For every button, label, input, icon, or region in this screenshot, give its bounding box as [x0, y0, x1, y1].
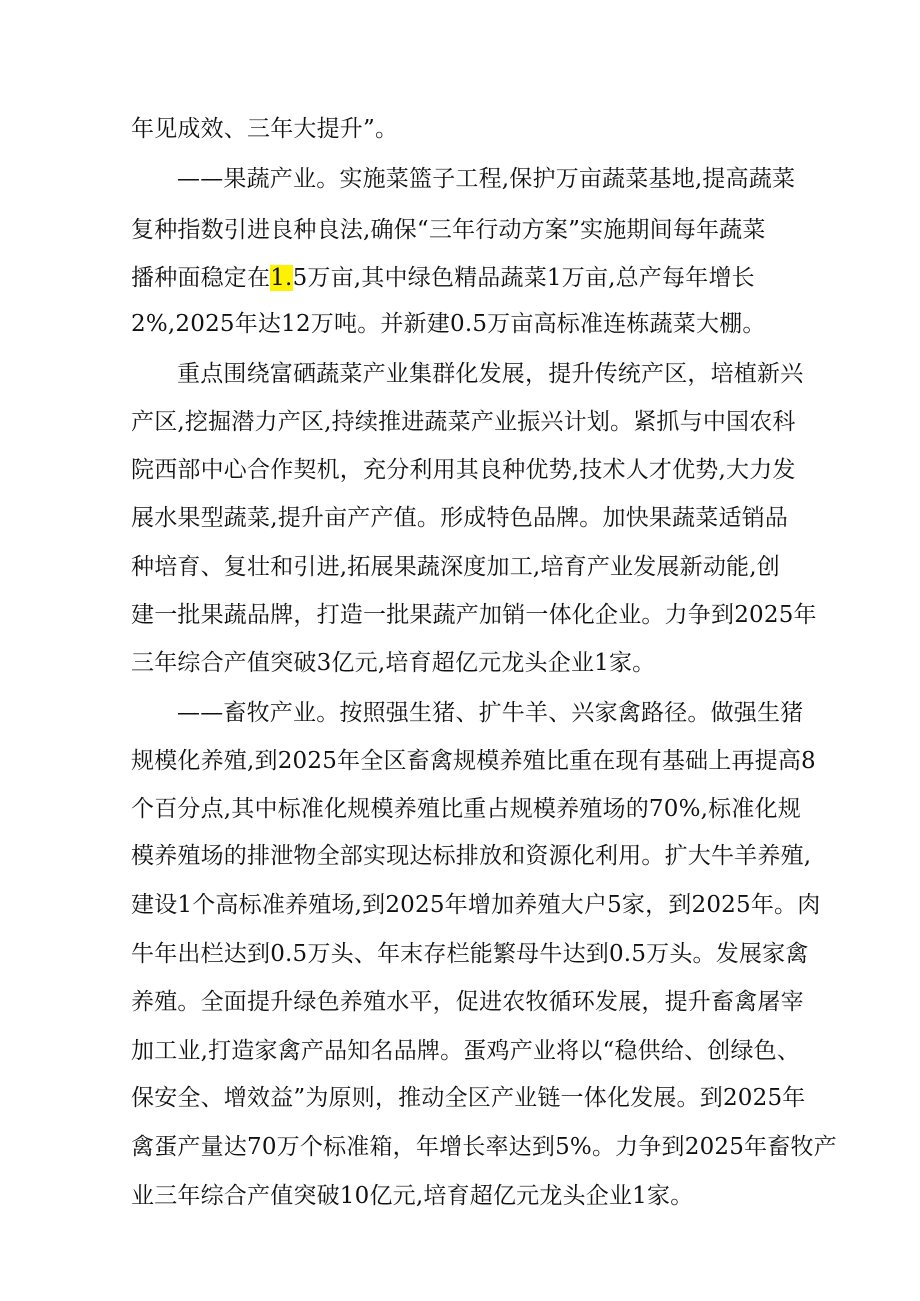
highlighted-text: 1.: [270, 265, 293, 291]
text-line-21: 保安全、增效益”为原则，推动全区产业链一体化发展。到2025年: [131, 1085, 806, 1111]
text-line-19: 养殖。全面提升绿色养殖水平，促进农牧循环发展，提升畜禽屠宰: [131, 989, 804, 1015]
text-line-11: 建一批果蔬品牌，打造一批果蔬产加销一体化企业。力争到2025年: [131, 602, 817, 628]
text-line-8: 院西部中心合作契机，充分利用其良种优势,技术人才优势,大力发: [131, 457, 796, 483]
text-line-10: 种培育、复壮和引进,拓展果蔬深度加工,培育产业发展新动能,创: [131, 554, 780, 580]
text-line-13: ——畜牧产业。按照强生猪、扩牛羊、兴家禽路径。做强生猪: [177, 700, 804, 726]
text-line-4: [131, 258, 920, 298]
text-line-7: 产区,挖掘潜力产区,持续推进蔬菜产业振兴计划。紧抓与中国农科: [131, 409, 796, 435]
text-line-12: 三年综合产值突破3亿元,培育超亿元龙头企业1家。: [131, 650, 656, 676]
text-line-17: 建设1个高标准养殖场,到2025年增加养殖大户5家，到2025年。肉: [131, 892, 821, 918]
text-line-20: 加工业,打造家禽产品知名品牌。蛋鸡产业将以“稳供给、创绿色、: [131, 1038, 801, 1064]
text-line-23: 业三年综合产值突破10亿元,培育超亿元龙头企业1家。: [131, 1183, 694, 1209]
text-line-1: 年见成效、三年大提升”。: [131, 116, 399, 142]
text-line-15: 个百分点,其中标准化规模养殖比重占规模养殖场的70%,标准化规: [131, 796, 801, 822]
text-line-2: ——果蔬产业。实施菜篮子工程,保护万亩蔬菜基地,提高蔬菜: [177, 166, 796, 192]
text-line-18: 牛年出栏达到0.5万头、年末存栏能繁母牛达到0.5万头。发展家禽: [131, 941, 809, 967]
text-after-highlight: 5万亩,其中绿色精品蔬菜1万亩,总产每年增长: [292, 265, 755, 291]
text-line-9: 展水果型蔬菜,提升亩产产值。形成特色品牌。加快果蔬菜适销品: [131, 505, 789, 531]
text-line-5: 2%,2025年达12万吨。并新建0.5万亩高标准连栋蔬菜大棚。: [131, 311, 766, 337]
text-before-highlight: 播种面稳定在: [131, 265, 271, 291]
text-line-14: 规模化养殖,到2025年全区畜禽规模养殖比重在现有基础上再提高8: [131, 748, 816, 774]
text-line-3: 复种指数引进良种良法,确保“三年行动方案”实施期间每年蔬菜: [131, 217, 766, 243]
text-line-16: 模养殖场的排泄物全部实现达标排放和资源化利用。扩大牛羊养殖,: [131, 843, 812, 869]
text-line-6: 重点围绕富硒蔬菜产业集群化发展，提升传统产区，培植新兴: [177, 361, 804, 387]
text-line-22: 禽蛋产量达70万个标准箱，年增长率达到5%。力争到2025年畜牧产: [131, 1134, 837, 1160]
